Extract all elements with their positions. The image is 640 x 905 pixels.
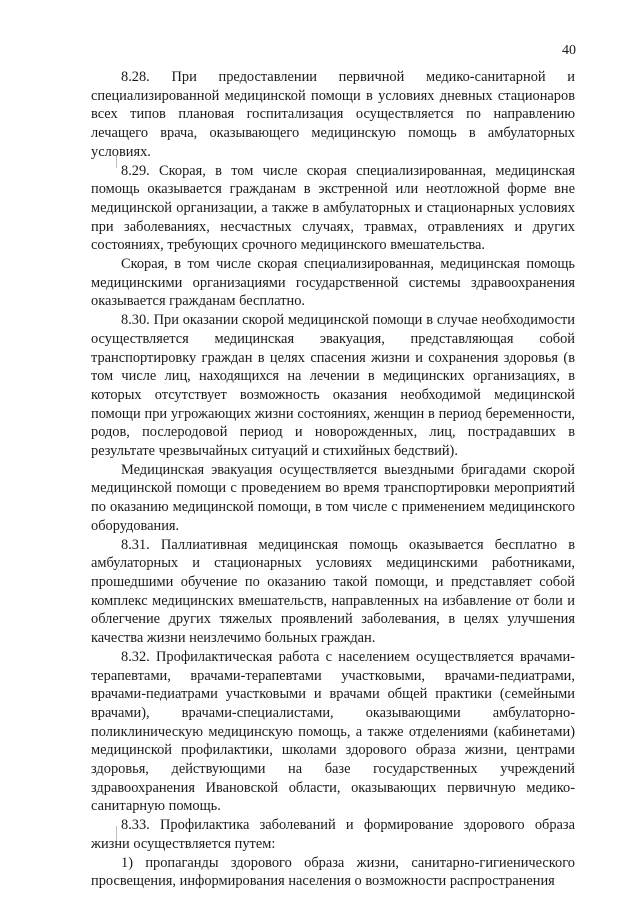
paragraph-8-29: 8.29. Скорая, в том числе скорая специализированная, медицинская помощь оказывается гражданам в экстренной или неотложной форме вне медицинской организации, а также в амбулаторных и стационарных условиях при заболеваниях, несчастных случаях, травмах, отравлениях и других состояниях, требующих срочного медицинского вмешательства. bbox=[91, 162, 575, 254]
paragraph-ambulance-free: Скорая, в том числе скорая специализированная, медицинская помощь медицинскими организациями государственной системы здравоохранения оказывается гражданам бесплатно. bbox=[91, 256, 575, 310]
paragraph-8-28: 8.28. При предоставлении первичной медико-санитарной и специализированной медицинской помощи в условиях дневных стационаров всех типов плановая госпитализация осуществляется по направлению лечащего врача, оказывающего медицинскую помощь в амбулаторных условиях. bbox=[91, 69, 575, 160]
paragraph-8-32: 8.32. Профилактическая работа с населением осуществляется врачами-терапевтами, врачами-терапевтами участковыми, врачами-педиатрами, врачами-педиатрами участковыми и врачами общей практики (семейными врачами), врачами-специалистами, оказывающими амбулаторно-поликлиническую медицинскую помощь, а также отделениями (кабинетами) медицинской профилактики, школами здорового образа жизни, центрами здоровья, действующими на базе государственных учреждений здравоохранения Ивановской области, оказывающих первичную медико-санитарную помощь. bbox=[91, 648, 575, 815]
paragraph-8-31: 8.31. Паллиативная медицинская помощь оказывается бесплатно в амбулаторных и стационарных условиях медицинскими работниками, прошедшими обучение по оказанию такой помощи, и представляет собой комплекс медицинских вмешательств, направленных на избавление от боли и облегчение других тяжелых проявлений заболевания, в целях улучшения качества жизни неизлечимо больных граждан. bbox=[91, 536, 575, 647]
paragraph-8-30: 8.30. При оказании скорой медицинской помощи в случае необходимости осуществляется медицинская эвакуация, представляющая собой транспортировку граждан в целях спасения жизни и сохранения здоровья (в том числе лиц, находящихся на лечении в медицинских организациях, в которых отсутствует возможность оказания необходимой медицинской помощи при угрожающих жизни состояниях, женщин в период беременности, родов, послеродовой период и новорожденных, лиц, пострадавших в результате чрезвычайных ситуаций и стихийных бедствий). bbox=[91, 312, 575, 460]
document-body bbox=[91, 68, 575, 891]
paragraph-evacuation: Медицинская эвакуация осуществляется выездными бригадами скорой медицинской помощи с проведением во время транспортировки мероприятий по оказанию медицинской помощи, в том числе с применением медицинского оборудования. bbox=[91, 461, 575, 534]
paragraph-8-33: 8.33. Профилактика заболеваний и формирование здорового образа жизни осуществляется путем: bbox=[91, 817, 575, 852]
page-number: 40 bbox=[562, 43, 576, 58]
paragraph-item-1: 1) пропаганды здорового образа жизни, санитарно-гигиенического просвещения, информирования населения о возможности распространения bbox=[91, 854, 575, 890]
